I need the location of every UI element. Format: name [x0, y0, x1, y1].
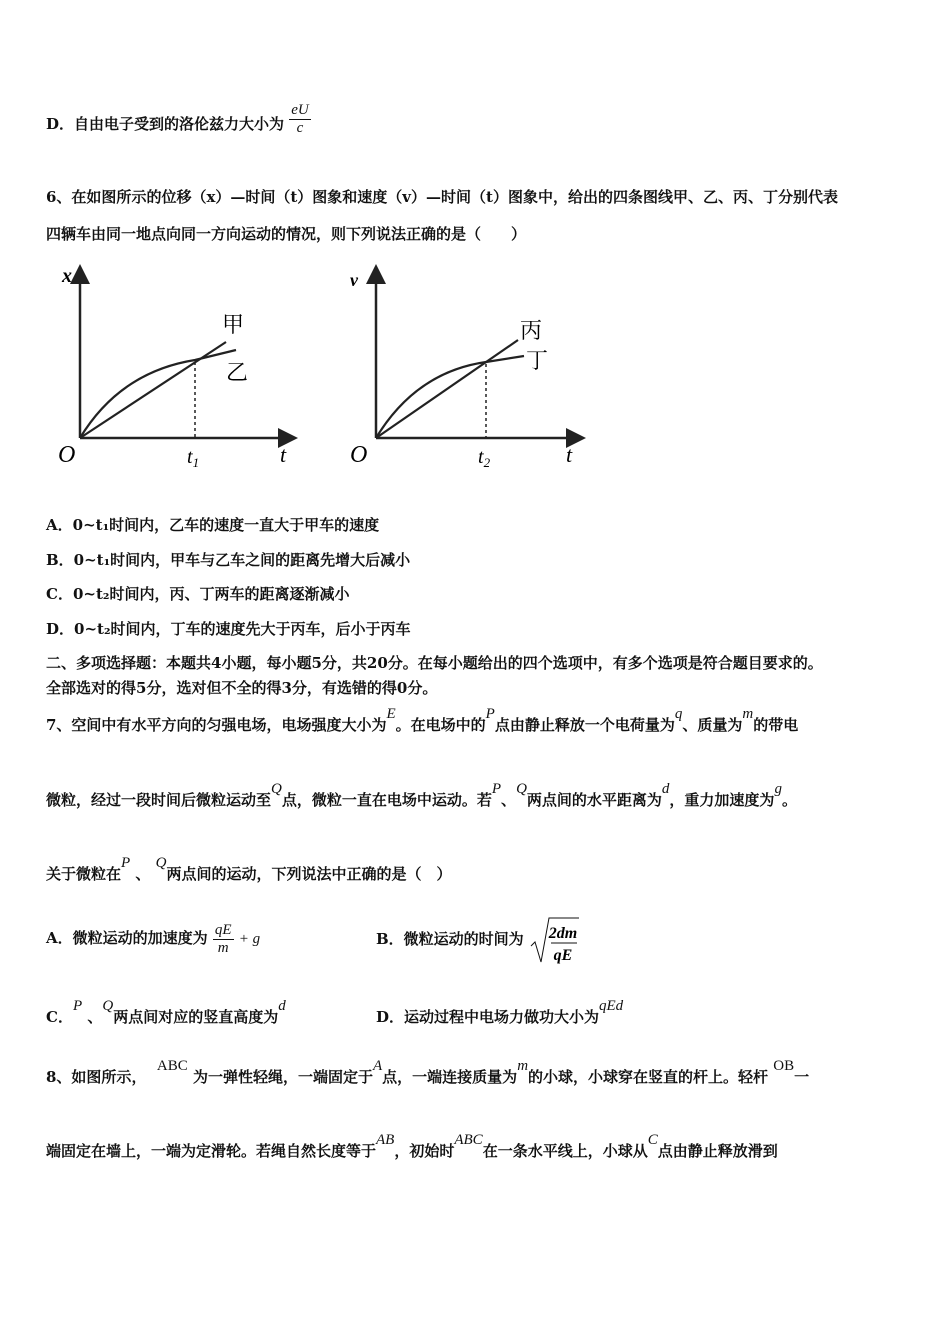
- x-label: t: [280, 442, 287, 467]
- fraction: $\frac{eU}{c}$: [291, 102, 309, 136]
- label-bing: 丙: [520, 318, 543, 343]
- curve-yi: [80, 350, 236, 438]
- section-header-line2: 全部选对的得5分，选对但不全的得3分，有选错的得0分。: [46, 679, 438, 697]
- x-label: t: [566, 442, 573, 467]
- tick-label: $t_1$: [187, 446, 200, 470]
- y-label: v: [350, 270, 358, 290]
- q7-line2: 微粒，经过一段时间后微粒运动至Q点，微粒一直在电场中运动。若P、Q两点间的水平距离为d，重力加速度为g。: [46, 781, 797, 809]
- q7-line3: 关于微粒在P 、 Q两点间的运动，下列说法中正确的是（ ）: [46, 855, 452, 883]
- q8-line2: 端固定在墙上，一端为定滑轮。若绳自然长度等于AB，初始时ABC在一条水平线上，小球从C点由静止释放滑到: [46, 1132, 778, 1160]
- xt-graph: [40, 262, 300, 472]
- label-yi: 乙: [226, 360, 249, 385]
- fraction: $\frac{qE}{m}$: [214, 922, 232, 956]
- tick-label: $t_2$: [478, 446, 491, 470]
- section-header-line1: 二、多项选择题：本题共4小题，每小题5分，共20分。在每小题给出的四个选项中，有多个选项是符合题目要求的。: [46, 654, 823, 672]
- vt-graph: [336, 262, 596, 472]
- q7-option-c: C．P 、Q两点间对应的竖直高度为d: [46, 998, 286, 1026]
- q7-option-a: A．微粒运动的加速度为 $\frac{qE}{m}$ + g: [46, 922, 261, 956]
- q6-option-a: A．0~t₁时间内，乙车的速度一直大于甲车的速度: [46, 516, 380, 534]
- curve-ding: [376, 356, 524, 438]
- q6-stem-line1: 6、在如图所示的位移（x）—时间（t）图象和速度（v）—时间（t）图象中，给出的四条图线甲、乙、丙、丁分别代表: [46, 188, 838, 206]
- q7-line1: 7、空间中有水平方向的匀强电场，电场强度大小为E。在电场中的P点由静止释放一个电荷量为q、质量为m的带电: [46, 706, 799, 734]
- svg-text:2dm: 2dm: [548, 925, 578, 942]
- sqrt-fraction: [529, 916, 579, 964]
- origin-label: O: [350, 442, 368, 468]
- svg-text:qE: qE: [553, 947, 573, 964]
- q5-option-d: D．自由电子受到的洛伦兹力大小为 $\frac{eU}{c}$: [46, 102, 309, 136]
- label-ding: 丁: [526, 348, 549, 373]
- y-label: x: [62, 265, 72, 287]
- line-bing: [376, 340, 518, 438]
- q6-option-d: D．0~t₂时间内，丁车的速度先大于丙车，后小于丙车: [46, 620, 411, 638]
- q6-option-b: B．0~t₁时间内，甲车与乙车之间的距离先增大后减小: [46, 551, 411, 569]
- q7-option-b: B．微粒运动的时间为 2dm qE: [376, 916, 579, 964]
- label-jia: 甲: [222, 312, 245, 337]
- q6-option-c: C．0~t₂时间内，丙、丁两车的距离逐渐减小: [46, 585, 350, 603]
- origin-label: O: [58, 442, 76, 468]
- q8-line1: 8、如图所示， ABC 为一弹性轻绳，一端固定于A点，一端连接质量为m的小球，小球穿在竖直的杆上。轻杆 OB一: [46, 1058, 810, 1086]
- line-jia: [80, 342, 226, 438]
- q6-stem-line2: 四辆车由同一地点向同一方向运动的情况，则下列说法正确的是（ ）: [46, 225, 527, 243]
- q7-option-d: D．运动过程中电场力做功大小为qEd: [376, 998, 624, 1026]
